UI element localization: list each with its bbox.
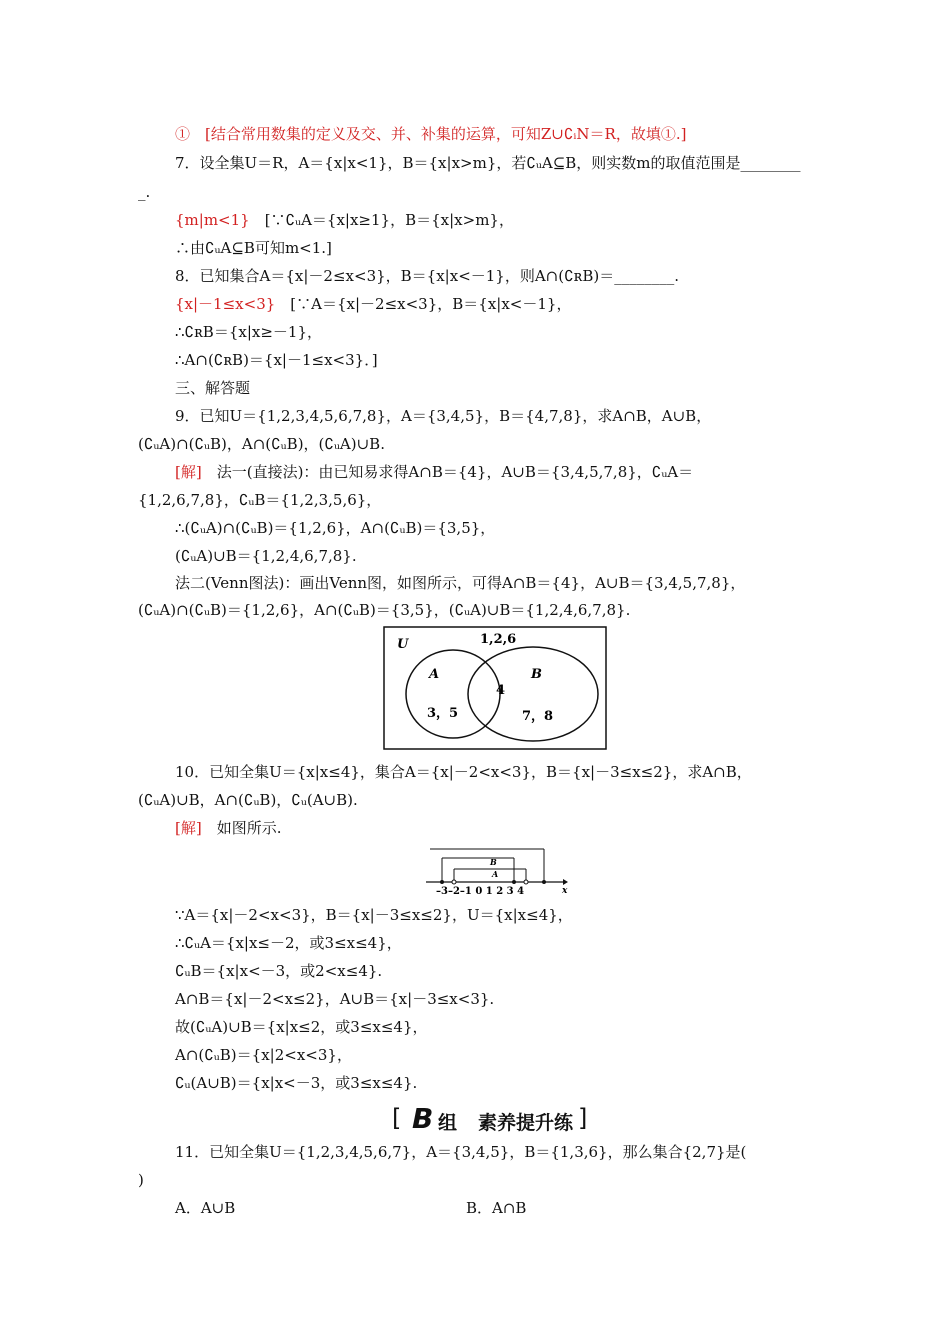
number-line-diagram (420, 846, 572, 896)
question-9-cont: (∁ᵤA)∩(∁ᵤB)，A∩(∁ᵤB)，(∁ᵤA)∪B. (138, 435, 385, 453)
solution-tag: [解] (175, 463, 202, 481)
venn-u-label: U (397, 637, 409, 652)
answer-8-value: {x|－1≤x<3} (175, 295, 276, 313)
answer-8-cont1: ∴∁ʀB＝{x|x≥－1}， (175, 323, 322, 341)
section-heading: 三、解答题 (175, 379, 251, 397)
question-8: 8．已知集合A＝{x|－2≤x<3}，B＝{x|x<－1}，则A∩(∁ʀB)＝________. (175, 267, 680, 285)
solution-10-l1: ∵A＝{x|－2<x<3}，B＝{x|－3≤x≤2}，U＝{x|x≤4}， (175, 906, 573, 924)
set-b-circle (468, 647, 598, 741)
answer-8-explain: [∵A＝{x|－2≤x<3}，B＝{x|x<－1}， (275, 295, 572, 313)
option-b[interactable]: B．A∩B (466, 1199, 527, 1217)
question-7: 7．设全集U＝R，A＝{x|x<1}，B＝{x|x>m}，若∁ᵤA⊆B，则实数m的取值范围是________ (175, 154, 801, 172)
answer-7-explain: [∵∁ᵤA＝{x|x≥1}，B＝{x|x>m}， (249, 211, 514, 229)
heading-title: 素养提升练 (478, 1112, 574, 1134)
solution-9-l3: ∴(∁ᵤA)∩(∁ᵤB)＝{1,2,6}，A∩(∁ᵤB)＝{3,5}， (175, 519, 496, 537)
venn-center-value: 4 (496, 683, 506, 698)
venn-diagram (383, 626, 607, 750)
solution-tag-10: [解] (175, 819, 202, 837)
solution-10-l3: ∁ᵤB＝{x|x<－3，或2<x≤4}. (175, 962, 383, 980)
question-7-cont: _. (138, 183, 151, 201)
question-10-cont: (∁ᵤA)∪B，A∩(∁ᵤB)，∁ᵤ(A∪B). (138, 791, 358, 809)
solution-10 (175, 818, 282, 838)
answer-7 (175, 210, 514, 230)
venn-right-values: 7，8 (522, 709, 554, 724)
number-line-a-label: A (492, 869, 499, 879)
venn-a-label: A (429, 667, 440, 682)
solution-10-l6: A∩(∁ᵤB)＝{x|2<x<3}， (175, 1046, 352, 1064)
answer-8-cont2: ∴A∩(∁ʀB)＝{x|－1≤x<3}．] (175, 351, 378, 369)
answer-7-value: {m|m<1} (175, 211, 250, 229)
answer-6 (175, 124, 686, 144)
answer-6-text: ① [结合常用数集的定义及交、并、补集的运算，可知Z∪∁ᵢN＝R，故填①.] (175, 125, 687, 143)
question-11-cont: ) (138, 1171, 144, 1189)
heading-left-bracket: [ (392, 1104, 402, 1132)
venn-outside-values: 1,2,6 (480, 632, 517, 647)
solution-10-l2: ∴∁ᵤA＝{x|x≤－2，或3≤x≤4}， (175, 934, 402, 952)
answer-7-cont: ∴由∁ᵤA⊆B可知m<1.] (175, 239, 332, 257)
question-10: 10．已知全集U＝{x|x≤4}，集合A＝{x|－2<x<3}，B＝{x|－3≤x≤2}，求A∩B， (175, 763, 752, 781)
solution-9 (175, 462, 693, 482)
number-line-ticks: –3–2–1 0 1 2 3 4 (436, 886, 525, 896)
heading-group-letter: B (412, 1102, 434, 1135)
solution-10-l4: A∩B＝{x|－2<x≤2}，A∪B＝{x|－3≤x<3}. (175, 990, 495, 1008)
question-9: 9．已知U＝{1,2,3,4,5,6,7,8}，A＝{3,4,5}，B＝{4,7,8}，求A∩B，A∪B， (175, 407, 712, 425)
solution-10-text: 如图所示. (201, 819, 282, 837)
answer-8 (175, 294, 571, 314)
option-a[interactable]: A．A∪B (175, 1199, 236, 1217)
solution-10-l7: ∁ᵤ(A∪B)＝{x|x<－3，或3≤x≤4}. (175, 1074, 418, 1092)
solution-9-l4: (∁ᵤA)∪B＝{1,2,4,6,7,8}. (175, 547, 357, 565)
solution-9-l2: {1,2,6,7,8}，∁ᵤB＝{1,2,3,5,6}， (138, 491, 382, 509)
question-11: 11．已知全集U＝{1,2,3,4,5,6,7}，A＝{3,4,5}，B＝{1,3,6}，那么集合{2,7}是( (175, 1143, 747, 1161)
group-b-heading (392, 1104, 592, 1134)
number-line-b-label: B (490, 857, 497, 867)
heading-group-word: 组 (438, 1112, 458, 1134)
venn-b-label: B (531, 667, 542, 682)
venn-left-values: 3，5 (427, 706, 459, 721)
solution-9-text: 法一(直接法)：由已知易求得A∩B＝{4}，A∪B＝{3,4,5,7,8}，∁ᵤA＝ (201, 463, 694, 481)
heading-right-bracket: ] (578, 1104, 588, 1132)
solution-10-l5: 故(∁ᵤA)∪B＝{x|x≤2，或3≤x≤4}， (175, 1018, 428, 1036)
solution-9-method2-cont: (∁ᵤA)∩(∁ᵤB)＝{1,2,6}，A∩(∁ᵤB)＝{3,5}，(∁ᵤA)∪B＝{1,2,4,6,7,8}. (138, 601, 631, 619)
solution-9-method2: 法二(Venn图法)：画出Venn图，如图所示，可得A∩B＝{4}，A∪B＝{3,4,5,7,8}， (175, 574, 746, 592)
set-a-circle (406, 650, 500, 738)
number-line-x-label: x (562, 886, 568, 896)
